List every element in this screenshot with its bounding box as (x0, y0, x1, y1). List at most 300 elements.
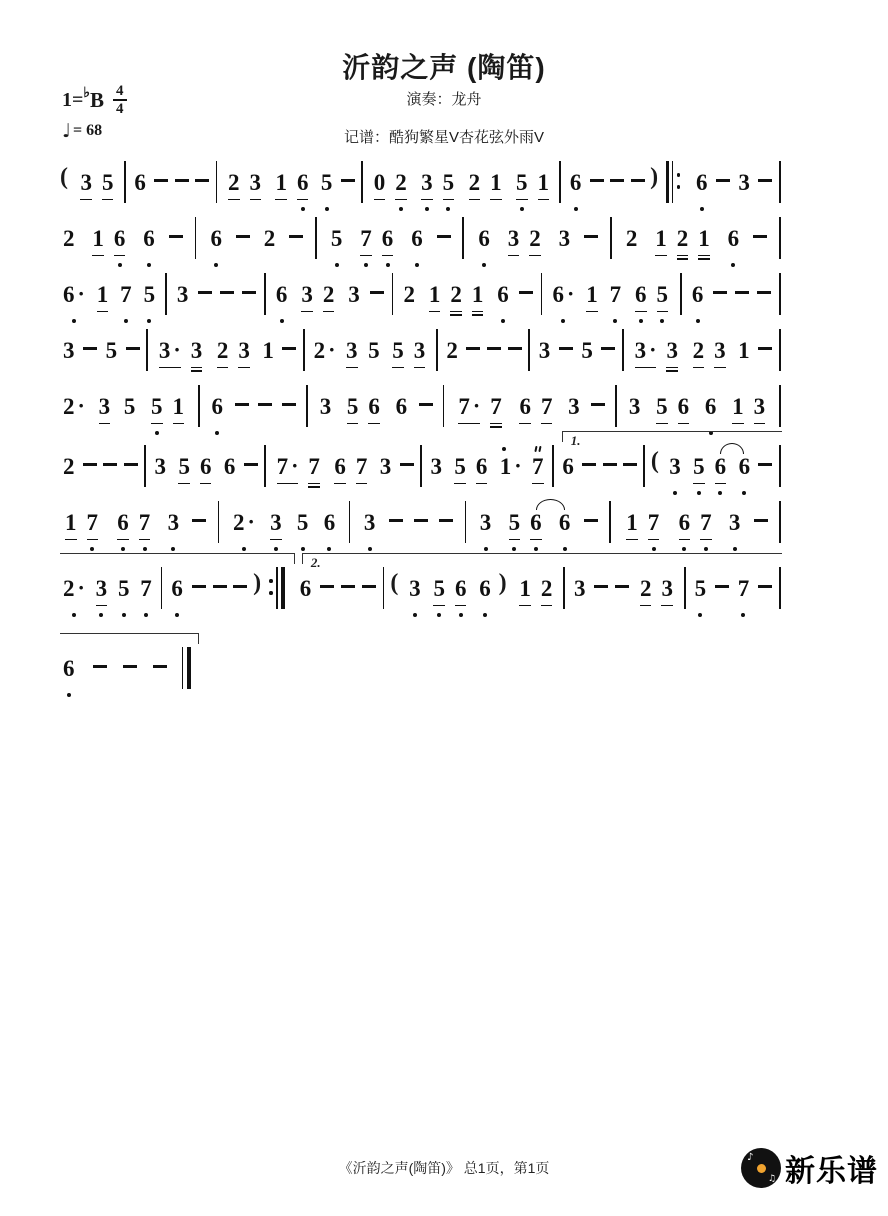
duration-dash (756, 272, 772, 324)
duration-dash (583, 216, 599, 268)
note-cell (317, 384, 335, 436)
beam-group (621, 500, 664, 552)
beam-underline-zone (635, 364, 657, 373)
note-cell (103, 328, 121, 380)
volta-label: 2. (310, 555, 321, 570)
octave-area (648, 500, 660, 510)
volta-label: 1. (570, 433, 581, 448)
note-cell (115, 566, 133, 618)
digit-row (92, 226, 104, 252)
dash-stroke (590, 179, 604, 182)
note-cell (273, 272, 291, 324)
note-cell (475, 216, 493, 268)
beam-underline-zone (301, 308, 313, 317)
barline (527, 328, 531, 380)
note-digit: 6 (678, 510, 691, 535)
barline-stroke (779, 567, 781, 609)
beam-group (272, 444, 325, 496)
note-cell (559, 444, 577, 496)
barline (263, 444, 267, 496)
octave-dot-low (72, 613, 76, 617)
barline (778, 272, 782, 324)
beam-group (449, 444, 492, 496)
octave-area (698, 216, 710, 226)
octave-area (538, 160, 550, 170)
low-octave-zone (482, 261, 486, 268)
beam-underline-zone (114, 252, 126, 261)
low-octave-zone (700, 205, 704, 212)
note-cell (467, 272, 489, 324)
barline-stroke (779, 217, 781, 259)
digit-row (739, 454, 751, 480)
digit-row (732, 394, 744, 420)
beam-underline (297, 199, 309, 201)
note-cell (93, 566, 111, 618)
duration-dash (465, 328, 481, 380)
beam-group (146, 384, 189, 436)
duration-dash (241, 272, 257, 324)
octave-area (275, 160, 287, 170)
low-octave-zone (143, 545, 147, 552)
beam-group (630, 272, 673, 324)
barline-stroke (615, 385, 617, 427)
dash-stroke (389, 519, 403, 522)
beam-underline-zone (519, 420, 531, 429)
jianpu-score (60, 160, 782, 702)
octave-area (374, 160, 386, 170)
octave-area (63, 328, 75, 338)
digit-row (368, 338, 380, 364)
note-digit: 6 (677, 394, 690, 419)
digit-row (738, 170, 750, 196)
beam-underline-zone (446, 364, 458, 373)
octave-dot-low (122, 613, 126, 617)
barline (778, 384, 782, 436)
note-cell (387, 328, 409, 380)
note-digit: 3 (167, 510, 180, 535)
digit-row (297, 170, 309, 196)
digit-row (705, 394, 717, 420)
barline (391, 272, 395, 324)
note-digit: 3 (669, 454, 681, 479)
note-cell (504, 500, 526, 552)
note-cell (209, 384, 227, 436)
beam-underline (392, 367, 404, 369)
digit-row (661, 576, 673, 602)
barline-stroke (779, 445, 781, 487)
note-digit: 6 (454, 576, 467, 601)
note-digit: 3 (714, 338, 726, 363)
note-cell (565, 384, 583, 436)
notator-credit: 记谱：酷狗繁星V杏花弦外雨V (343, 129, 544, 146)
parenthesis-glyph: ) (498, 570, 507, 596)
beam-underline-zone (80, 196, 92, 205)
dash-stroke (584, 235, 598, 238)
duration-dash (734, 272, 750, 324)
beam-underline (450, 311, 462, 313)
beam-underline (698, 258, 710, 260)
beam-underline-zone (705, 420, 717, 429)
octave-dot-low (696, 319, 700, 323)
digit-row (458, 394, 480, 420)
beam-underline-zone (695, 602, 707, 611)
note-cell (270, 160, 292, 212)
note-cell (131, 160, 149, 212)
beam-group (514, 384, 557, 436)
duration-dash (168, 216, 184, 268)
octave-area (421, 160, 433, 170)
digit-row (541, 394, 553, 420)
note-cell (673, 384, 695, 436)
octave-dot-low (561, 319, 565, 323)
beam-underline-zone (497, 308, 509, 317)
octave-area (334, 444, 346, 454)
low-octave-zone (652, 545, 656, 552)
beam-underline-zone (669, 480, 681, 489)
dash-stroke (154, 179, 168, 182)
duration-dash (122, 646, 138, 698)
digit-row (334, 454, 346, 480)
beam-underline (346, 367, 358, 369)
duration-dash (174, 160, 190, 212)
digit-row (693, 454, 705, 480)
octave-dot-low (482, 263, 486, 267)
octave-dot-low (215, 431, 219, 435)
duration-dash (219, 272, 235, 324)
octave-area (497, 272, 509, 282)
low-octave-zone (613, 317, 617, 324)
beam-group (514, 566, 557, 618)
beam-group (270, 160, 313, 212)
barline-stroke (610, 217, 612, 259)
digit-row (454, 454, 466, 480)
beam-underline (714, 367, 726, 369)
barline-stroke (216, 161, 218, 203)
dash-stroke (601, 347, 615, 350)
low-octave-zone (697, 489, 701, 496)
barline (435, 328, 439, 380)
note-cell (443, 328, 461, 380)
note-digit: 6 (210, 226, 222, 251)
octave-area (476, 444, 488, 454)
dash-stroke (594, 585, 608, 588)
low-octave-zone (501, 317, 505, 324)
beam-underline-zone (656, 420, 668, 429)
dash-stroke (615, 585, 629, 588)
note-digit: 5 (346, 394, 359, 419)
note-cell (406, 566, 424, 618)
beam-underline (519, 423, 531, 425)
beam-group (503, 216, 546, 268)
beam-underline-zone (559, 536, 571, 545)
dash-stroke (289, 235, 303, 238)
note-digit: 7 (540, 394, 553, 419)
note-cell (195, 444, 217, 496)
barline (143, 444, 147, 496)
note-cell (471, 444, 493, 496)
digit-row (233, 510, 255, 536)
digit-row (472, 282, 484, 308)
beam-underline-zone (63, 308, 85, 317)
digit-row (478, 226, 490, 252)
digit-row (519, 394, 531, 420)
note-digit: 2 (228, 170, 240, 195)
note-digit: 2 (403, 282, 415, 307)
low-octave-zone (733, 545, 737, 552)
note-digit: 5 (508, 510, 521, 535)
beam-underline-zone (519, 602, 531, 611)
octave-dot-low (301, 547, 305, 551)
barline (217, 500, 221, 552)
digit-row (140, 576, 152, 602)
octave-area (430, 444, 442, 454)
beam-underline-zone (356, 480, 368, 489)
barline (778, 328, 782, 380)
octave-area (106, 328, 118, 338)
beam-underline-zone (568, 420, 580, 429)
duration-dash (340, 160, 356, 212)
note-cell (692, 566, 710, 618)
beam-underline-zone (678, 420, 690, 429)
barline-stroke (462, 217, 464, 259)
digit-row (264, 226, 276, 252)
score-line (60, 555, 782, 618)
duration-dash (581, 444, 597, 496)
barline (551, 444, 555, 496)
octave-area (323, 272, 335, 282)
note-digit: 2 (395, 170, 407, 195)
note-digit: 6 (562, 454, 574, 479)
note-cell (438, 160, 460, 212)
octave-dot-low (520, 207, 524, 211)
barline (197, 384, 201, 436)
digit-row (469, 170, 481, 196)
low-octave-zone (386, 261, 390, 268)
note-digit: 2 (446, 338, 458, 363)
beam-underline (516, 199, 528, 201)
note-cell (296, 272, 318, 324)
digit-row (552, 282, 574, 308)
beam-underline-zone (395, 196, 407, 205)
augmentation-dot: · (77, 393, 85, 418)
digit-row (411, 226, 423, 252)
note-digit: 3 (538, 338, 551, 363)
barline (263, 272, 267, 324)
octave-area (705, 384, 717, 394)
beam-underline-zone (331, 252, 343, 261)
note-digit: 2 (468, 170, 481, 195)
note-digit: 1 (96, 282, 109, 307)
performer-credit: 演奏：龙舟 (406, 91, 482, 108)
octave-area (262, 328, 274, 338)
duration-dash (757, 328, 773, 380)
beam-underline (301, 311, 313, 313)
dash-stroke (735, 291, 749, 294)
beam-underline (92, 255, 104, 257)
note-cell (749, 384, 771, 436)
beam-underline-zone (139, 536, 151, 545)
beam-underline-zone (635, 308, 647, 317)
digit-row (657, 282, 669, 308)
beam-group (635, 566, 678, 618)
duration-dash (369, 272, 385, 324)
parenthesis-glyph: ) (253, 570, 262, 596)
note-digit: 6 (323, 510, 336, 535)
note-digit: 3 (628, 394, 641, 419)
octave-area (640, 566, 652, 576)
octave-area (217, 328, 229, 338)
dash-stroke (220, 291, 234, 294)
octave-dot-low (325, 207, 329, 211)
beam-underline-zone (714, 364, 726, 373)
octave-area (210, 216, 222, 226)
note-cell (329, 444, 351, 496)
octave-area (392, 328, 404, 338)
digit-row (396, 394, 408, 420)
beam-group (727, 384, 770, 436)
beam-group (688, 328, 731, 380)
barline (642, 444, 646, 496)
note-digit: 6 (117, 510, 129, 535)
barline-stroke (684, 567, 686, 609)
digit-row (738, 338, 750, 364)
digit-row (210, 226, 222, 252)
duration-dash (281, 328, 297, 380)
digit-row (63, 576, 85, 602)
note-cell (630, 328, 662, 380)
digit-row (262, 338, 274, 364)
digit-row (529, 226, 541, 252)
digit-row (159, 338, 181, 364)
digit-row (276, 282, 288, 308)
octave-area (570, 160, 582, 170)
barline (461, 216, 465, 268)
digit-row (677, 226, 689, 252)
note-digit: 6 (211, 394, 224, 419)
music-note-icon: ♪ (747, 1152, 754, 1163)
augmentation-dot: · (77, 575, 85, 600)
note-digit: 2 (313, 338, 326, 363)
low-octave-zone (90, 545, 94, 552)
note-cell (400, 272, 418, 324)
note-cell (96, 384, 114, 436)
octave-dot-low (613, 319, 617, 323)
octave-dot-low (459, 613, 463, 617)
beam-underline (360, 255, 372, 257)
dash-stroke (233, 585, 247, 588)
parenthesis (253, 566, 264, 618)
note-cell (230, 500, 258, 552)
beam-underline-zone (411, 252, 423, 261)
beam-underline-zone (63, 480, 75, 489)
note-digit: 5 (123, 394, 136, 419)
note-digit: 5 (330, 226, 343, 251)
beam-underline-zone (698, 252, 710, 261)
parenthesis (60, 160, 71, 212)
digit-row (678, 394, 690, 420)
octave-dot-low (639, 319, 643, 323)
octave-area (395, 160, 407, 170)
augmentation-dot: · (173, 337, 181, 362)
digit-row (610, 282, 622, 308)
vinyl-record-icon (741, 1148, 781, 1188)
octave-area (117, 500, 129, 510)
beam-underline-zone (210, 252, 222, 261)
octave-area (151, 384, 163, 394)
barline-stroke (303, 329, 305, 371)
digit-row (346, 338, 358, 364)
beam-underline-zone (403, 308, 415, 317)
octave-area (250, 160, 262, 170)
octave-dot-low (171, 547, 175, 551)
digit-row (446, 338, 458, 364)
beam-group (87, 216, 130, 268)
beam-underline (374, 199, 386, 201)
beam-underline (97, 311, 109, 313)
beam-underline (65, 539, 77, 541)
beam-underline-zone (729, 536, 741, 545)
beam-underline-zone (120, 308, 132, 317)
note-digit: 5 (656, 394, 668, 419)
beam-underline-zone (732, 420, 744, 429)
beam-underline (519, 605, 531, 607)
octave-area (692, 272, 704, 282)
octave-dot-low (682, 547, 686, 551)
octave-area (532, 444, 544, 454)
beam-underline (635, 367, 657, 369)
note-cell (514, 566, 536, 618)
digit-row (476, 454, 488, 480)
note-cell (693, 160, 711, 212)
beam-underline-zone (297, 196, 309, 205)
note-digit: 3 (430, 454, 442, 479)
barline (614, 384, 618, 436)
note-cell (165, 500, 183, 552)
beam-underline (472, 311, 484, 313)
note-digit: 6 (727, 226, 740, 251)
barline-stroke (195, 217, 197, 259)
beam-underline (693, 367, 705, 369)
repeat-part (666, 161, 670, 203)
note-digit: 3 (190, 338, 203, 363)
octave-area (541, 566, 553, 576)
dash-stroke (610, 179, 624, 182)
dash-stroke (153, 665, 167, 668)
note-digit: 3 (634, 338, 647, 363)
digit-row (568, 394, 580, 420)
note-digit: 3 (238, 338, 250, 363)
digit-row (519, 576, 531, 602)
beam-underline-zone (228, 196, 240, 205)
volta-bracket (562, 431, 782, 448)
note-digit: 2 (63, 394, 75, 419)
octave-area (300, 566, 312, 576)
low-octave-zone (67, 691, 71, 698)
digit-row (455, 576, 467, 602)
beam-underline (99, 423, 111, 425)
octave-dot-low (742, 491, 746, 495)
low-octave-zone (121, 545, 125, 552)
note-cell (97, 160, 119, 212)
low-octave-zone (425, 205, 429, 212)
beam-group (75, 160, 118, 212)
octave-area (429, 272, 441, 282)
note-cell (494, 272, 512, 324)
digit-row (581, 338, 593, 364)
note-digit: 5 (105, 338, 118, 363)
note-digit: 5 (368, 338, 380, 363)
low-octave-zone (118, 261, 122, 268)
